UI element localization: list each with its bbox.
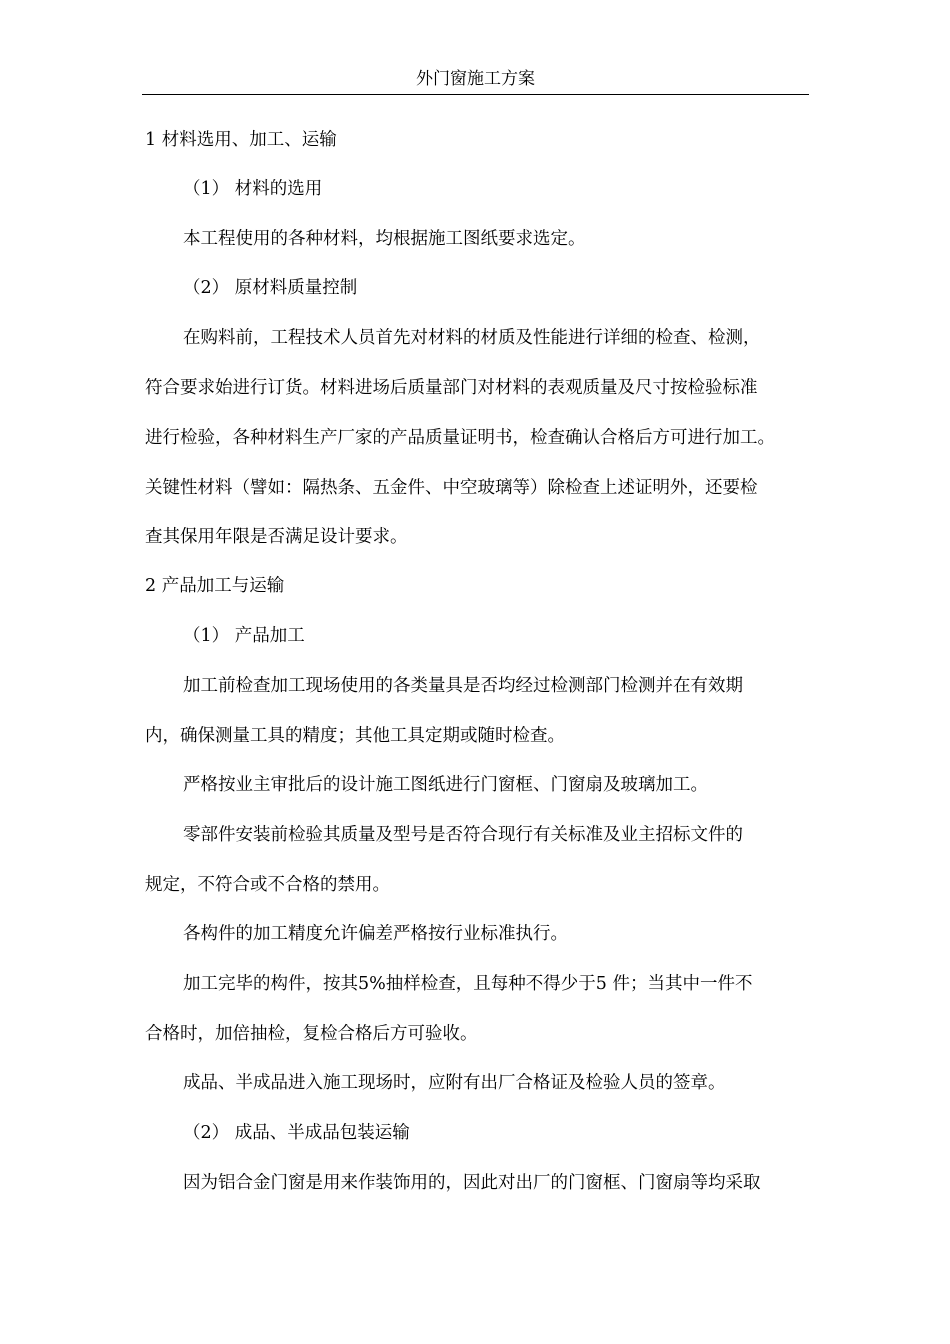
paragraph-line: 规定，不符合或不合格的禁用。 <box>145 875 390 895</box>
paragraph-line: 在购料前，工程技术人员首先对材料的材质及性能进行详细的检查、检测， <box>183 328 761 348</box>
subsection-heading: （2） 原材料质量控制 <box>183 278 358 298</box>
paragraph-line: 合格时，加倍抽检，复检合格后方可验收。 <box>145 1024 478 1044</box>
paragraph-line: 进行检验，各种材料生产厂家的产品质量证明书，检查确认合格后方可进行加工。 <box>145 428 775 448</box>
paragraph-line: 加工完毕的构件，按其5%抽样检查，且每种不得少于5 件；当其中一件不 <box>183 974 753 994</box>
paragraph-line: 加工前检查加工现场使用的各类量具是否均经过检测部门检测并在有效期 <box>183 676 743 696</box>
paragraph-line: 因为铝合金门窗是用来作装饰用的，因此对出厂的门窗框、门窗扇等均采取 <box>183 1173 761 1193</box>
section-heading: 2 产品加工与运输 <box>145 576 285 596</box>
paragraph-line: 关键性材料（譬如：隔热条、五金件、中空玻璃等）除检查上述证明外，还要检 <box>145 478 758 498</box>
paragraph-line: 零部件安装前检验其质量及型号是否符合现行有关标准及业主招标文件的 <box>183 825 743 845</box>
paragraph-line: 各构件的加工精度允许偏差严格按行业标准执行。 <box>183 924 568 944</box>
paragraph-line: 查其保用年限是否满足设计要求。 <box>145 527 408 547</box>
subsection-heading: （2） 成品、半成品包装运输 <box>183 1123 410 1143</box>
paragraph-line: 符合要求始进行订货。材料进场后质量部门对材料的表观质量及尺寸按检验标准 <box>145 378 758 398</box>
page-header: 外门窗施工方案 <box>142 64 809 95</box>
paragraph-line: 本工程使用的各种材料，均根据施工图纸要求选定。 <box>183 229 586 249</box>
paragraph-line: 内，确保测量工具的精度；其他工具定期或随时检查。 <box>145 726 565 746</box>
section-heading: 1 材料选用、加工、运输 <box>145 130 337 150</box>
paragraph-line: 成品、半成品进入施工现场时，应附有出厂合格证及检验人员的签章。 <box>183 1073 726 1093</box>
subsection-heading: （1） 产品加工 <box>183 626 305 646</box>
paragraph-line: 严格按业主审批后的设计施工图纸进行门窗框、门窗扇及玻璃加工。 <box>183 775 708 795</box>
subsection-heading: （1） 材料的选用 <box>183 179 323 199</box>
